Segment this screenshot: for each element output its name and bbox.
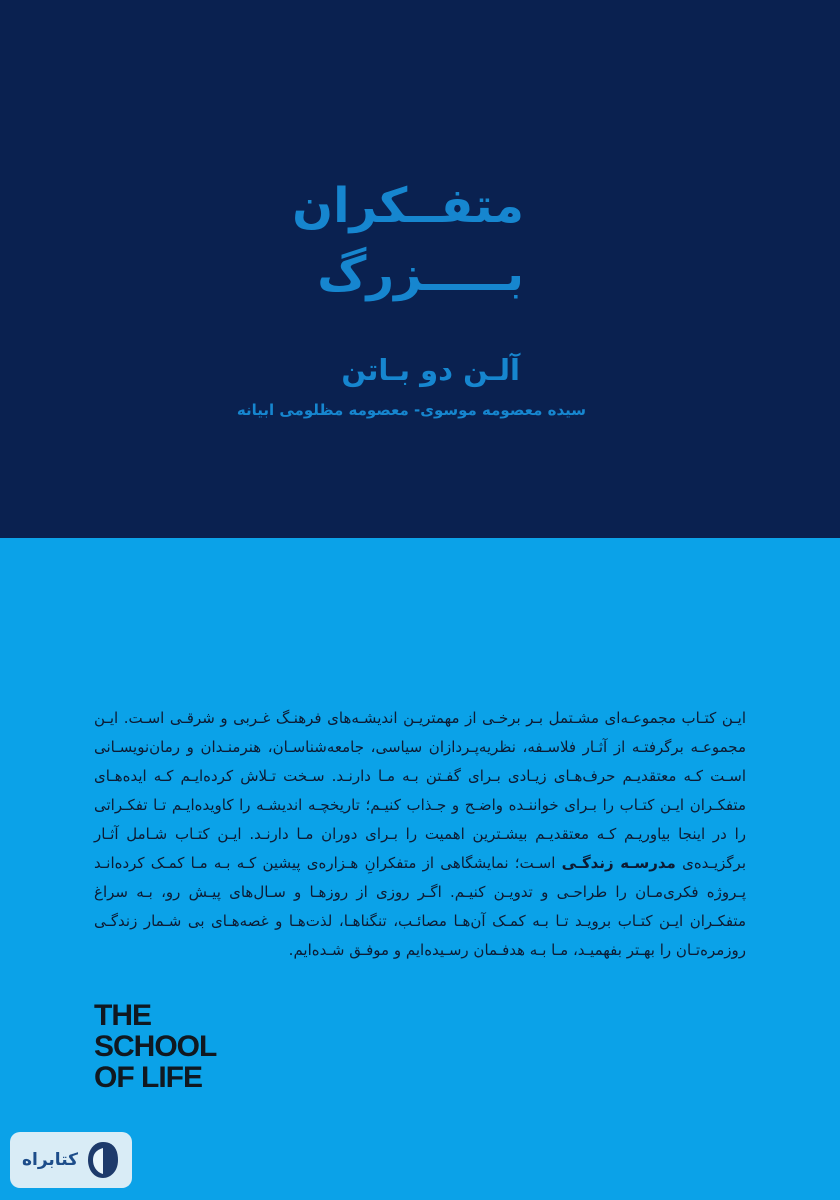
book-description — [94, 704, 746, 965]
ketabrah-badge[interactable] — [10, 1132, 132, 1188]
ketabrah-label: کتابراه — [21, 1150, 79, 1170]
logo-line2: SCHOOL — [94, 1030, 217, 1063]
translators-names: سیده معصومه موسوی- معصومه مظلومی ابیانه — [236, 401, 586, 419]
book-title — [124, 172, 524, 308]
logo-line3: OF LIFE — [94, 1061, 202, 1094]
description-part1: ایـن کتـاب مجموعـه‌ای مشـتمل بـر برخـی از مهمتریـن اندیشـه‌های فرهنـگ غـربی و شرقـی اسـت. ایـن مجموعـه برگرفتـه از آثـار فلاسـفه، نظریه‌پـردازان سیاسی، جامعه‌شناسـان، هنرمنـدان و رمان‌نویسـانی اسـت کـه معتقدیـم حرف‌هـای زیـادی بـرای گفـتن بـه مـا دارنـد. سـخت تـلاش کرده‌ایـم کـه ایده‌هـای متفکـران ایـن کتـاب را بـرای خواننـده واضـح و جـذاب کنیـم؛ تاریخچـه اندیشـه را کاویده‌ایـم تـا تفکـراتی را در اینجا بیاوریـم کـه معتقدیـم بیشـترین اهمیت را بـرای دوران مـا دارنـد. ایـن کتـاب شـامل آثـار برگزیـده‌ی — [94, 709, 746, 872]
author-name: آلـن دو بـاتن — [341, 353, 520, 387]
book-title-line2: بـــــزرگ — [317, 246, 524, 302]
logo-line1: THE — [94, 999, 151, 1032]
description-bold-series: مدرسـه زندگـی — [561, 854, 676, 872]
ketabrah-logo-icon — [86, 1140, 120, 1180]
book-title-line1: متفــکران — [292, 178, 524, 234]
description-part2: اسـت؛ نمایشگاهی از متفکرانِ هـزاره‌ی پیشین کـه بـه مـا کمـک کرده‌انـد پـروژه فکری‌مـان را طراحـی و تدویـن کنیـم. اگـر روزی از روزهـا و سـال‌های پیـش رو، بـه سراغ متفکـران ایـن کتـاب برویـد تـا بـه کمـک آن‌هـا مصائـب، تنگناهـا، لذت‌هـا و غصه‌هـای بی شـمار زندگـی روزمره‌تـان را بهـتر بفهمیـد، مـا بـه هدفـمان رسـیده‌ایم و موفـق شـده‌ایم. — [94, 854, 746, 959]
school-of-life-logo — [94, 1000, 234, 1093]
